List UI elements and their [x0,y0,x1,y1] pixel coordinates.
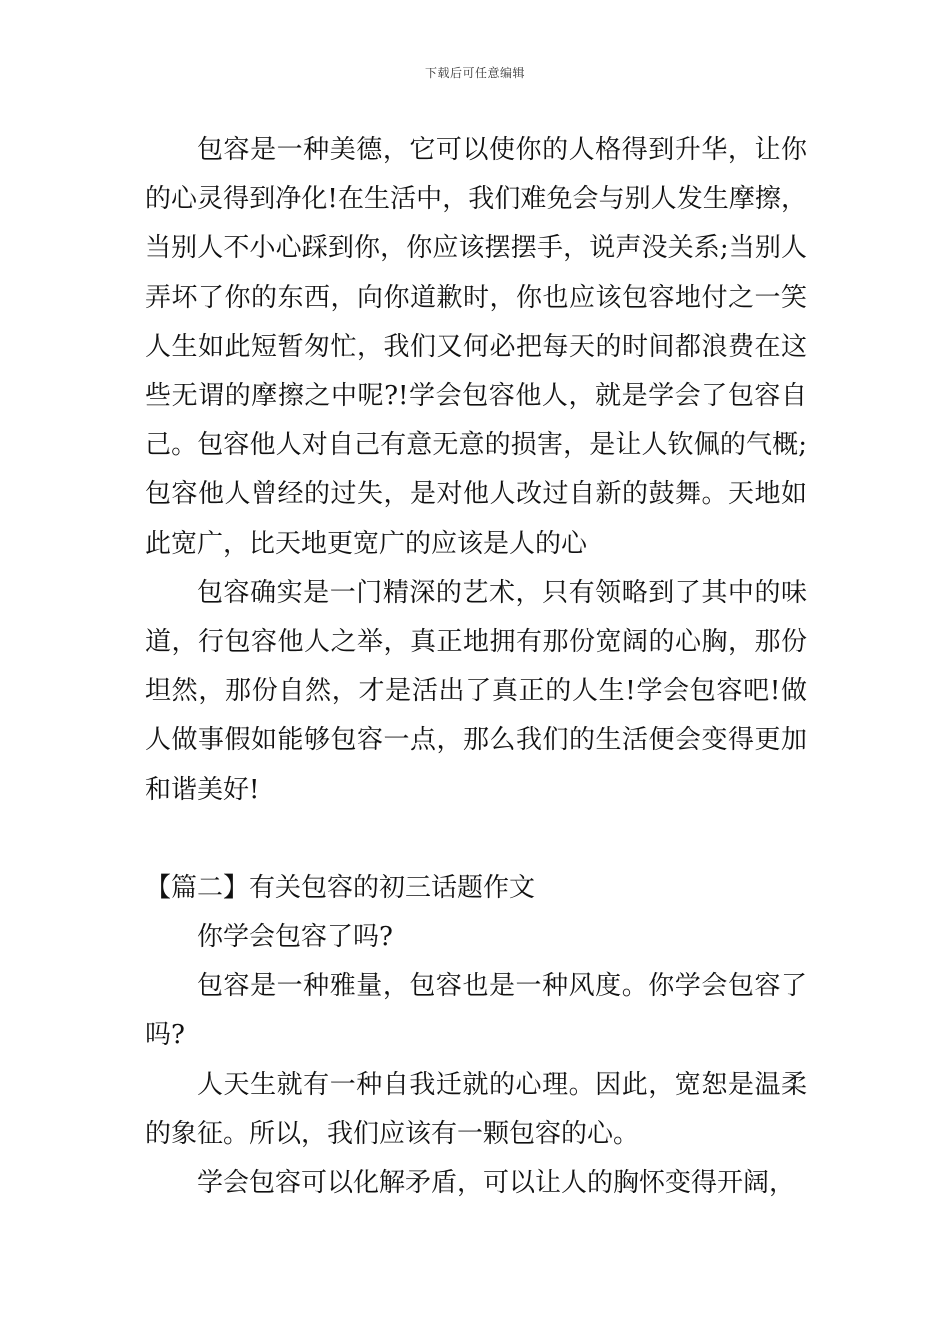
section-spacer [145,815,807,864]
page-header: 下载后可任意编辑 [424,66,525,80]
body-paragraph: 包容确实是一门精深的艺术，只有领略到了其中的味道，行包容他人之举，真正地拥有那份宽阔的心胸，那份坦然，那份自然，才是活出了真正的人生!学会包容吧!做人做事假如能够包容一点，那么我们的生活便会变得更加和谐美好! [145,577,807,805]
body-paragraph: 包容是一种美德，它可以使你的人格得到升华，让你的心灵得到净化!在生活中，我们难免会与别人发生摩擦，当别人不小心踩到你，你应该摆摆手，说声没关系;当别人弄坏了你的东西，向你道歉时，你也应该包容地付之一笑人生如此短暂匆忙，我们又何必把每天的时间都浪费在这些无谓的摩擦之中呢?!学会包容他人，就是学会了包容自己。包容他人对自己有意无意的损害，是让人钦佩的气概;包容他人曾经的过失，是对他人改过自新的鼓舞。天地如此宽广，比天地更宽广的应该是人的心 [145,135,807,559]
body-paragraph: 学会包容可以化解矛盾，可以让人的胸怀变得开阔， [197,1168,796,1199]
body-paragraph: 包容是一种雅量，包容也是一种风度。你学会包容了吗? [145,971,807,1051]
body-paragraph: 人天生就有一种自我迁就的心理。因此，宽恕是温柔的象征。所以，我们应该有一颗包容的心。 [145,1069,807,1149]
document-body [145,126,807,1208]
section-title: 【篇二】有关包容的初三话题作文 [145,872,536,903]
body-paragraph: 你学会包容了吗? [197,922,393,953]
